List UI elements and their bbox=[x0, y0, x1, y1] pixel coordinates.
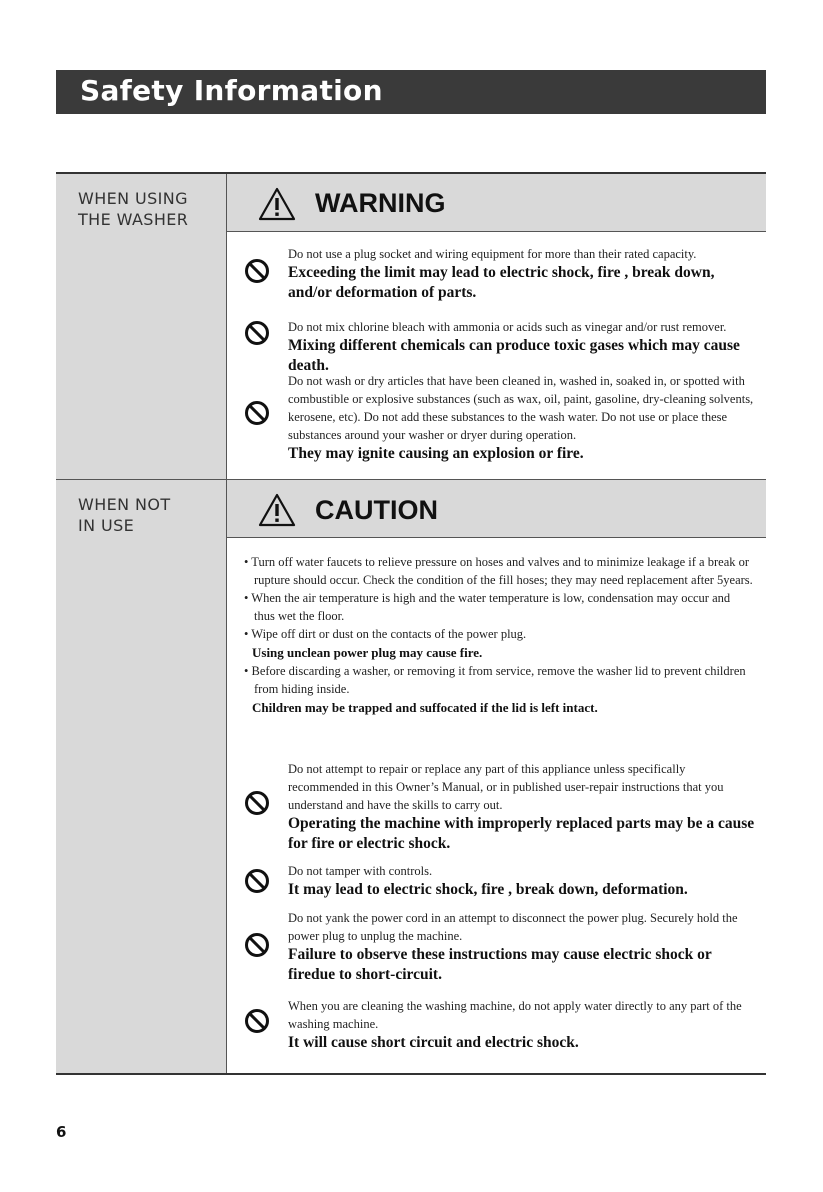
list-item-note: Using unclean power plug may cause fire. bbox=[252, 645, 483, 660]
caution-band bbox=[227, 480, 766, 537]
warning-item-3 bbox=[288, 372, 758, 464]
page-number: 6 bbox=[56, 1123, 67, 1141]
header-bar bbox=[56, 70, 766, 114]
section-label-column bbox=[56, 174, 226, 1073]
prohibition-icon bbox=[244, 320, 270, 346]
warning-triangle-icon bbox=[257, 492, 297, 528]
section-label-using: WHEN USING THE WASHER bbox=[78, 189, 189, 229]
prohibition-icon bbox=[244, 790, 270, 816]
caution-item-1 bbox=[288, 760, 758, 854]
caution-band-rule bbox=[227, 537, 766, 538]
list-item: • Before discarding a washer, or removing it from service, remove the washer lid to prevent children from hiding inside. bbox=[244, 664, 746, 696]
caution-item-text: Do not tamper with controls. bbox=[288, 864, 433, 878]
warning-item-consequence: They may ignite causing an explosion or fire. bbox=[288, 445, 584, 462]
caution-item-consequence: It may lead to electric shock, fire , break down, deformation. bbox=[288, 881, 688, 898]
prohibition-icon bbox=[244, 1008, 270, 1034]
caution-item-3 bbox=[288, 909, 758, 985]
caution-item-consequence: Failure to observe these instructions may cause electric shock or firedue to short-circuit. bbox=[288, 946, 712, 983]
warning-item-text: Do not wash or dry articles that have been cleaned in, washed in, soaked in, or spotted with combustible or explosive substances (such as wax, oil, paint, gasoline, dry-cleaning solvents, kerosene, etc). Do not add these substances to the wash water. Do not use or place these substances around your washer or dryer during operation. bbox=[288, 374, 754, 442]
prohibition-icon bbox=[244, 868, 270, 894]
caution-item-text: When you are cleaning the washing machine, do not apply water directly to any part of the washing machine. bbox=[288, 999, 742, 1031]
caution-bullet-list bbox=[244, 553, 754, 717]
caution-item-4 bbox=[288, 997, 758, 1053]
list-item: • Turn off water faucets to relieve pressure on hoses and valves and to minimize leakage if a break or rupture should occur. Check the condition of the fill hoses; they may need replacement after 5years. bbox=[244, 555, 753, 587]
warning-item-text: Do not mix chlorine bleach with ammonia or acids such as vinegar and/or rust remover. bbox=[288, 320, 727, 334]
bottom-rule bbox=[56, 1073, 766, 1075]
warning-item-text: Do not use a plug socket and wiring equipment for more than their rated capacity. bbox=[288, 247, 697, 261]
warning-item-1 bbox=[288, 245, 758, 303]
caution-item-text: Do not yank the power cord in an attempt to disconnect the power plug. Securely hold the power plug to unplug the machine. bbox=[288, 911, 738, 943]
caution-item-consequence: It will cause short circuit and electric shock. bbox=[288, 1034, 579, 1051]
page-title: Safety Information bbox=[80, 74, 383, 107]
caution-item-2 bbox=[288, 862, 758, 900]
caution-item-text: Do not attempt to repair or replace any part of this appliance unless specifically recommended in this Owner’s Manual, or in published user-repair instructions that you understand and have the skills to carry out. bbox=[288, 762, 724, 812]
prohibition-icon bbox=[244, 258, 270, 284]
warning-item-2 bbox=[288, 318, 758, 376]
section-divider bbox=[56, 479, 226, 480]
warning-item-consequence: Exceeding the limit may lead to electric shock, fire , break down, and/or deformation of parts. bbox=[288, 264, 715, 301]
section-label-not-in-use: WHEN NOT IN USE bbox=[78, 495, 171, 535]
warning-item-consequence: Mixing different chemicals can produce toxic gases which may cause death. bbox=[288, 337, 740, 374]
prohibition-icon bbox=[244, 932, 270, 958]
warning-title: WARNING bbox=[315, 188, 446, 218]
prohibition-icon bbox=[244, 400, 270, 426]
warning-triangle-icon bbox=[257, 186, 297, 222]
caution-title: CAUTION bbox=[315, 495, 438, 525]
column-divider bbox=[226, 174, 227, 1073]
list-item: • Wipe off dirt or dust on the contacts of the power plug. bbox=[244, 627, 527, 641]
warning-band bbox=[227, 174, 766, 231]
list-item-note: Children may be trapped and suffocated if the lid is left intact. bbox=[252, 700, 598, 715]
caution-item-consequence: Operating the machine with improperly replaced parts may be a cause for fire or electric shock. bbox=[288, 815, 755, 852]
list-item: • When the air temperature is high and the water temperature is low, condensation may occur and thus wet the floor. bbox=[244, 591, 731, 623]
warning-band-rule bbox=[227, 231, 766, 232]
